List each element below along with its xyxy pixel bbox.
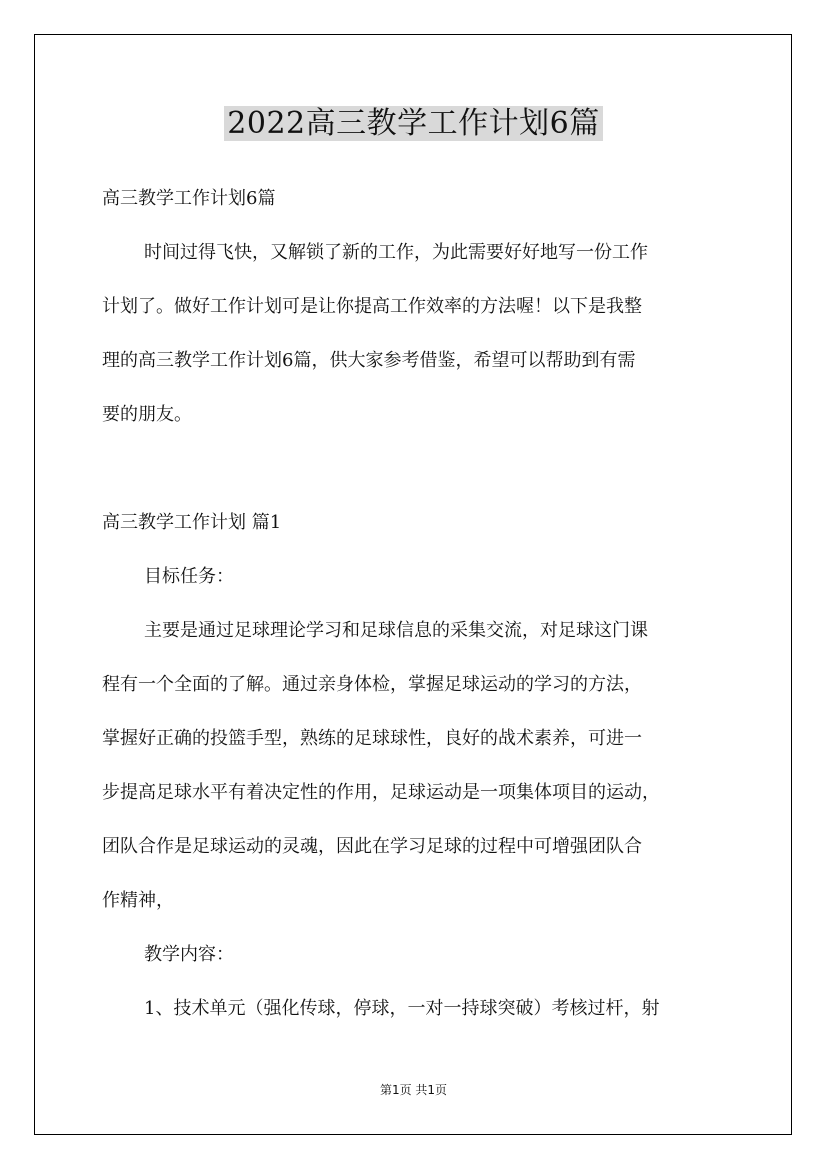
page-number-text: 第1页 共1页 bbox=[379, 1083, 448, 1097]
goal-line: 团队合作是足球运动的灵魂，因此在学习足球的过程中可增强团队合 bbox=[102, 836, 642, 857]
intro-line: 理的高三教学工作计划6篇，供大家参考借鉴，希望可以帮助到有需 bbox=[102, 350, 636, 371]
goal-line: 程有一个全面的了解。通过亲身体检，掌握足球运动的学习的方法， bbox=[102, 674, 642, 695]
document-heading: 高三教学工作计划6篇 bbox=[102, 188, 276, 209]
intro-line: 要的朋友。 bbox=[102, 404, 192, 425]
goal-line: 主要是通过足球理论学习和足球信息的采集交流，对足球这门课 bbox=[144, 620, 648, 641]
document-title-text: 2022高三教学工作计划6篇 bbox=[224, 106, 602, 141]
document-title bbox=[0, 96, 827, 152]
content-line: 1、技术单元（强化传球，停球，一对一持球突破）考核过杆，射 bbox=[144, 998, 660, 1019]
goal-line: 掌握好正确的投篮手型，熟练的足球球性，良好的战术素养，可进一 bbox=[102, 728, 642, 749]
intro-line: 计划了。做好工作计划可是让你提高工作效率的方法喔！以下是我整 bbox=[102, 296, 642, 317]
goal-label: 目标任务： bbox=[144, 566, 234, 587]
section-title: 高三教学工作计划 篇1 bbox=[102, 512, 282, 533]
content-label: 教学内容： bbox=[144, 944, 234, 965]
goal-line: 步提高足球水平有着决定性的作用，足球运动是一项集体项目的运动， bbox=[102, 782, 660, 803]
intro-line: 时间过得飞快，又解锁了新的工作，为此需要好好地写一份工作 bbox=[144, 242, 648, 263]
goal-line: 作精神， bbox=[102, 890, 174, 911]
document-body bbox=[102, 172, 734, 1036]
paragraph-gap bbox=[102, 442, 734, 496]
page-footer bbox=[0, 1080, 827, 1100]
